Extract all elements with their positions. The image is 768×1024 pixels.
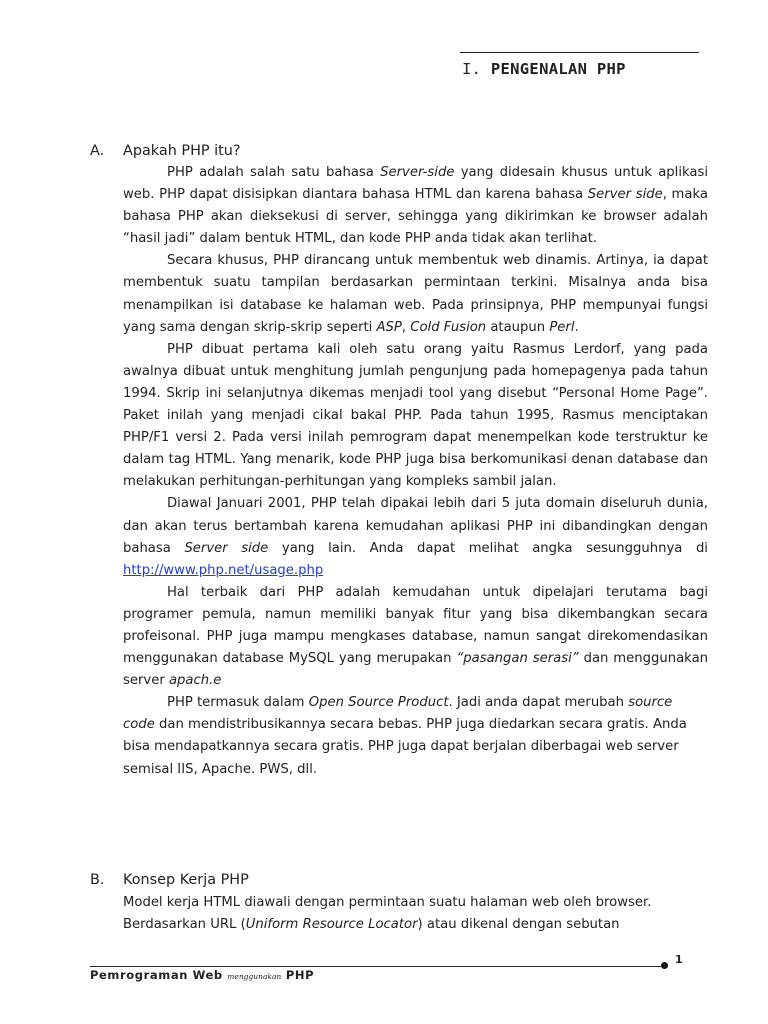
text-run: . Jadi anda dapat merubah bbox=[448, 695, 629, 711]
section-a-title: Apakah PHP itu? bbox=[123, 143, 241, 159]
footer-title-main: Pemrograman Web bbox=[90, 968, 223, 982]
italic-term: ASP bbox=[376, 319, 402, 335]
section-a-body bbox=[123, 162, 708, 781]
paragraph bbox=[123, 692, 708, 780]
section-b-heading bbox=[90, 872, 249, 888]
section-b-body bbox=[123, 892, 708, 936]
chapter-top-rule bbox=[460, 52, 699, 53]
text-run: , bbox=[401, 319, 411, 335]
footer-bullet-icon bbox=[661, 962, 668, 969]
text-run: Diawal Januari 2001, PHP telah dipakai lebih dari 5 juta domain diseluruh dunia, dan akan terus bertambah karena kemudahan aplikasi PHP ini dibandingkan dengan bahasa bbox=[123, 496, 708, 556]
text-run: Secara khusus, PHP dirancang untuk membentuk web dinamis. Artinya, ia dapat membentuk suatu tampilan berdasarkan permintaan terkini. Misalnya anda bisa menampilkan isi database ke halaman web. Pada prinsipnya, PHP mempunyai fungsi yang sama dengan skrip-skrip seperti bbox=[123, 253, 708, 335]
italic-term: apach.e bbox=[168, 673, 222, 689]
usage-link[interactable]: http://www.php.net/usage.php bbox=[123, 562, 324, 578]
section-a-heading bbox=[90, 143, 241, 159]
text-run: Model kerja HTML diawali dengan permintaan suatu halaman web oleh browser. Berdasarkan URL ( bbox=[123, 895, 652, 933]
text-run: PHP adalah salah satu bahasa bbox=[167, 165, 381, 180]
chapter-title: PENGENALAN PHP bbox=[490, 60, 626, 78]
text-run: PHP dibuat pertama kali oleh satu orang yaitu Rasmus Lerdorf, yang pada awalnya dibuat untuk menghitung jumlah pengunjung pada homepagenya pada tahun 1994. Skrip ini selanjutnya dikemas menjadi tool yang disebut “Personal Home Page”. Paket inilah yang menjadi cikal bakal PHP. Pada tahun 1995, Rasmus menciptakan PHP/F1 versi 2. Pada versi inilah pemrogram dapat menempelkan kode terstruktur ke dalam tag HTML. Yang menarik, kode PHP juga bisa berkomunikasi denan database dan melakukan perhitungan-perhitungan yang kompleks sambil jalan. bbox=[123, 341, 708, 490]
italic-term: Cold Fusion bbox=[410, 319, 487, 335]
text-run: ) atau dikenal dengan sebutan bbox=[417, 917, 620, 933]
italic-term: Server side bbox=[587, 187, 663, 203]
paragraph bbox=[123, 892, 708, 936]
text-run: dan mendistribusikannya secara bebas. PHP juga diedarkan secara gratis. Anda bisa mendapatkannya secara gratis. PHP juga dapat berjalan diberbagai web server semisal IIS, Apache. PWS, dll. bbox=[123, 717, 687, 777]
text-run: yang lain. Anda dapat melihat angka sesungguhnya di bbox=[268, 540, 708, 556]
paragraph bbox=[123, 582, 708, 692]
italic-term: Server side bbox=[184, 540, 269, 556]
chapter-number: I. bbox=[462, 60, 482, 78]
text-run: , maka bahasa PHP akan dieksekusi di server, sehingga yang dikirimkan ke browser adalah “hasil jadi” dalam bentuk HTML, dan kode PHP anda tidak akan terlihat. bbox=[123, 187, 708, 247]
text-run: PHP termasuk dalam bbox=[167, 695, 309, 711]
section-b-letter: B. bbox=[90, 872, 105, 888]
italic-term: Uniform Resource Locator bbox=[245, 917, 418, 933]
text-run: . bbox=[574, 319, 579, 335]
footer-title bbox=[90, 968, 314, 982]
text-run: yang didesain khusus untuk aplikasi web. PHP dapat disisipkan diantara bahasa HTML dan karena bahasa bbox=[123, 165, 708, 203]
paragraph bbox=[123, 250, 708, 338]
footer-title-php: PHP bbox=[285, 968, 315, 982]
paragraph bbox=[123, 162, 708, 250]
page-number: 1 bbox=[675, 953, 683, 966]
footer-title-script: menggunakan bbox=[227, 972, 282, 981]
paragraph bbox=[123, 339, 708, 494]
text-run: dan menggunakan server bbox=[123, 651, 709, 689]
chapter-heading bbox=[462, 60, 702, 78]
text-run: ataupun bbox=[486, 319, 550, 335]
italic-term: Perl bbox=[549, 319, 575, 335]
italic-term: source code bbox=[123, 695, 673, 733]
section-b-title: Konsep Kerja PHP bbox=[123, 872, 249, 888]
paragraph bbox=[123, 493, 708, 581]
italic-term: Open Source Product bbox=[308, 695, 449, 711]
italic-term: “pasangan serasi” bbox=[456, 651, 579, 667]
footer-rule bbox=[90, 966, 664, 967]
italic-term: Server-side bbox=[380, 165, 455, 180]
text-run: Hal terbaik dari PHP adalah kemudahan untuk dipelajari terutama bagi programer pemula, namun memiliki banyak fitur yang bisa dikembangkan secara profeisonal. PHP juga mampu mengkases database, namun sangat direkomendasikan menggunakan database MySQL yang merupakan bbox=[123, 584, 708, 667]
section-a-letter: A. bbox=[90, 143, 105, 159]
